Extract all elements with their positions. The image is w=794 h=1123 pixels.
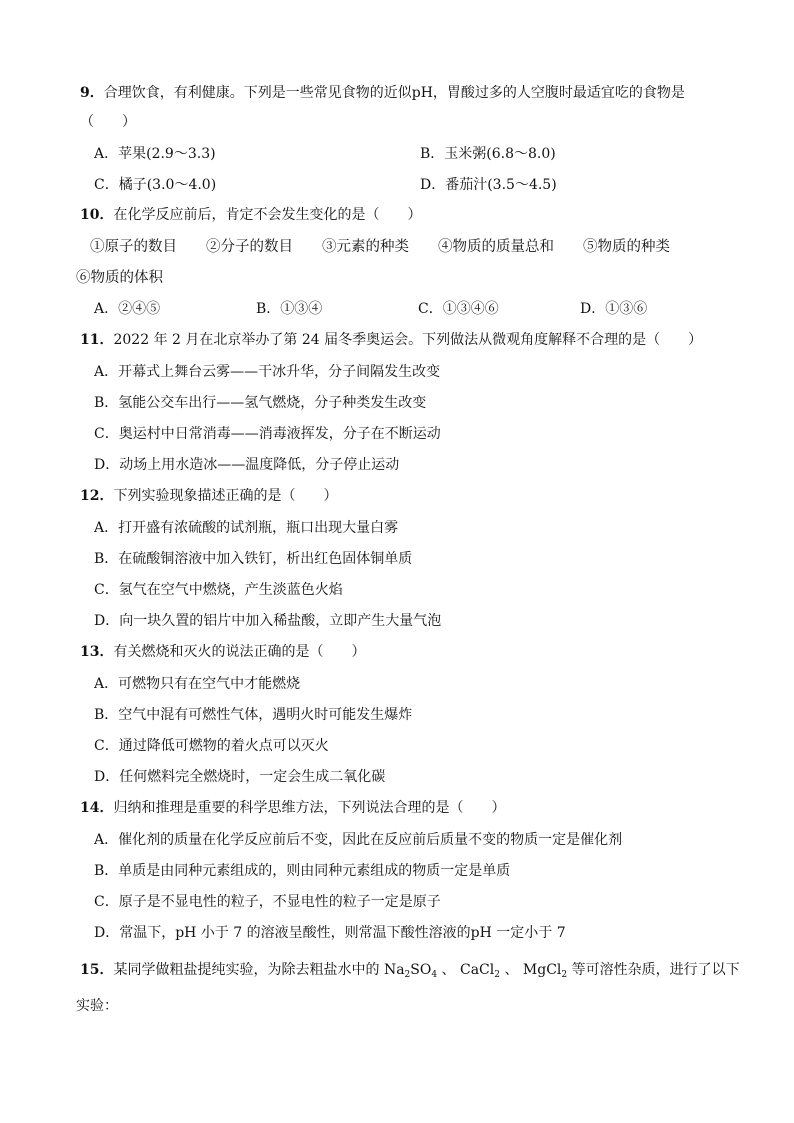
- option-a: A．苹果(2.9～3.3): [94, 146, 216, 162]
- question-text: 归纳和推理是重要的科学思维方法，下列说法合理的是（ ）: [113, 800, 506, 816]
- option-a: A．催化剂的质量在化学反应前后不变，因此在反应前后质量不变的物质一定是催化剂: [94, 832, 623, 848]
- option-c: C．橘子(3.0～4.0): [94, 177, 217, 193]
- option-c: C．原子是不显电性的粒子，不显电性的粒子一定是原子: [94, 894, 441, 910]
- question-14-stem: [80, 798, 505, 818]
- option-d: D．常温下，pH 小于 7 的溶液呈酸性，则常温下酸性溶液的pH 一定小于 7: [94, 925, 566, 941]
- statement-list-cont: ⑥物质的体积: [76, 270, 163, 286]
- option-a: A．开幕式上舞台云雾——干冰升华，分子间隔发生改变: [94, 364, 441, 380]
- formula-cacl2: [460, 962, 500, 978]
- question-number: 13．: [80, 644, 114, 660]
- question-number: 12．: [80, 488, 114, 504]
- question-15-cont: 实验：: [76, 998, 118, 1014]
- option-a: A．②④⑤: [94, 301, 161, 317]
- separator: 、: [441, 962, 456, 978]
- answer-paren: （ ）: [80, 114, 136, 130]
- option-b: B．单质是由同种元素组成的，则由同种元素组成的物质一定是单质: [94, 863, 511, 879]
- option-c: C．①③④⑥: [418, 301, 499, 317]
- question-text: 合理饮食，有利健康。下列是一些常见食物的近似pH，胃酸过多的人空腹时最适宜吃的食物是: [103, 85, 685, 101]
- question-number: 10．: [80, 207, 114, 223]
- formula-subscript: 2: [404, 970, 411, 980]
- option-b: B．氢能公交车出行——氢气燃烧，分子种类发生改变: [94, 395, 427, 411]
- formula-part: CaCl: [460, 962, 495, 978]
- question-number: 9．: [80, 85, 104, 101]
- separator: 、: [504, 962, 519, 978]
- formula-subscript: 2: [561, 970, 568, 980]
- question-text: 在化学反应前后，肯定不会发生变化的是（ ）: [113, 207, 422, 223]
- question-11-stem: [80, 330, 702, 350]
- question-13-stem: [80, 642, 365, 662]
- formula-na2so4: [384, 962, 437, 978]
- option-a: A．可燃物只有在空气中才能燃烧: [94, 676, 301, 692]
- question-text: 下列实验现象描述正确的是（ ）: [113, 488, 338, 504]
- question-12-stem: [80, 486, 337, 506]
- question-text: 2022 年 2 月在北京举办了第 24 届冬季奥运会。下列做法从微观角度解释不合理的是（ ）: [113, 332, 703, 348]
- question-number: 14．: [80, 800, 114, 816]
- option-b: B．①③④: [256, 301, 323, 317]
- question-text: 某同学做粗盐提纯实验，为除去粗盐水中的: [113, 962, 380, 978]
- formula-part: MgCl: [522, 962, 562, 978]
- formula-subscript: 4: [431, 970, 438, 980]
- option-c: C．通过降低可燃物的着火点可以灭火: [94, 738, 329, 754]
- question-number: 11．: [80, 332, 114, 348]
- question-15-stem: [80, 960, 740, 985]
- option-a: A．打开盛有浓硫酸的试剂瓶，瓶口出现大量白雾: [94, 520, 399, 536]
- option-b: B．在硫酸铜溶液中加入铁钉，析出红色固体铜单质: [94, 551, 413, 567]
- question-number: 15．: [80, 962, 114, 978]
- formula-mgcl2: [523, 962, 567, 978]
- formula-subscript: 2: [494, 970, 500, 980]
- option-d: D．番茄汁(3.5～4.5): [420, 177, 557, 193]
- formula-part: Na: [383, 962, 405, 978]
- option-b: B．玉米粥(6.8～8.0): [420, 146, 556, 162]
- question-text: 有关燃烧和灭火的说法正确的是（ ）: [113, 644, 366, 660]
- question-9-stem: [80, 83, 685, 103]
- formula-part: SO: [410, 962, 432, 978]
- question-10-stem: [80, 205, 421, 225]
- option-c: C．奥运村中日常消毒——消毒液挥发，分子在不断运动: [94, 426, 441, 442]
- question-text-cont: 等可溶性杂质，进行了以下: [571, 962, 740, 978]
- statement-list: ①原子的数目 ②分子的数目 ③元素的种类 ④物质的质量总和 ⑤物质的种类: [90, 239, 670, 255]
- option-c: C．氢气在空气中燃烧，产生淡蓝色火焰: [94, 582, 343, 598]
- option-d: D．动场上用水造冰——温度降低，分子停止运动: [94, 457, 400, 473]
- option-d: D．向一块久置的铝片中加入稀盐酸，立即产生大量气泡: [94, 613, 442, 629]
- option-b: B．空气中混有可燃性气体，遇明火时可能发生爆炸: [94, 707, 413, 723]
- option-d: D．①③⑥: [580, 301, 648, 317]
- option-d: D．任何燃料完全燃烧时，一定会生成二氧化碳: [94, 769, 386, 785]
